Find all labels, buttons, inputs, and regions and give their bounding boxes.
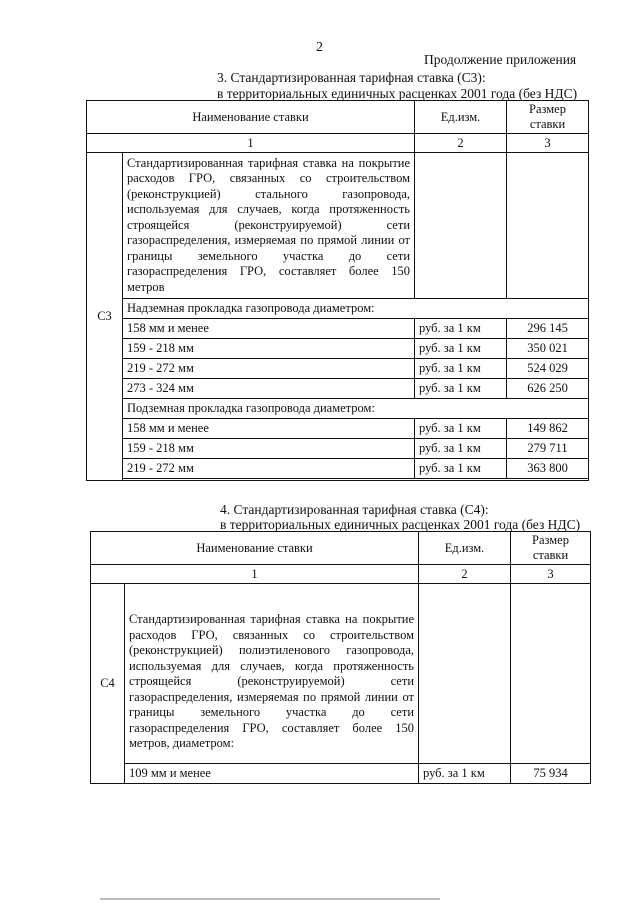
header-unit: Ед.изм. xyxy=(419,532,511,565)
col-number-1: 1 xyxy=(91,565,419,584)
header-name: Наименование ставки xyxy=(91,532,419,565)
underground-label: Подземная прокладка газопровода диаметром: xyxy=(123,399,589,419)
header-size: Размер ставки xyxy=(507,101,589,134)
rate-code: С4 xyxy=(91,584,125,784)
col-number-2: 2 xyxy=(415,134,507,153)
section3-title: 3. Стандартизированная тарифная ставка (С3): xyxy=(217,70,486,85)
above-ground-label: Надземная прокладка газопровода диаметром: xyxy=(123,299,589,319)
header-size: Размер ставки xyxy=(511,532,591,565)
col-number-3: 3 xyxy=(511,565,591,584)
table-row: 109 мм и менее руб. за 1 км 75 934 xyxy=(91,764,591,784)
rate-code: С3 xyxy=(87,153,123,481)
table-row: 158 мм и менее руб. за 1 км 149 862 xyxy=(87,419,589,439)
table-row: 158 мм и менее руб. за 1 км 296 145 xyxy=(87,319,589,339)
table-row: 219 - 272 мм руб. за 1 км 524 029 xyxy=(87,359,589,379)
section3-subtitle: в территориальных единичных расценках 2001 года (без НДС) xyxy=(217,86,578,101)
section3-table xyxy=(86,100,589,481)
table-row: 159 - 218 мм руб. за 1 км 279 711 xyxy=(87,439,589,459)
table-row: 159 - 218 мм руб. за 1 км 350 021 xyxy=(87,339,589,359)
col-number-3: 3 xyxy=(507,134,589,153)
rate-description: Стандартизированная тарифная ставка на покрытие расходов ГРО, связанных со строительством (реконструкцией) полиэтиленового газопровода, используемая для случаев, когда протяженность строящейся (реконструируемой) сети газораспределения, измеряемая по прямой линии от границы земельного участка до сети газораспределения ГРО, составляет более 150 метров, диаметром: xyxy=(125,584,419,764)
section4-title: 4. Стандартизированная тарифная ставка (С4): xyxy=(220,502,489,517)
table-row: 273 - 324 мм руб. за 1 км 626 250 xyxy=(87,379,589,399)
header-name: Наименование ставки xyxy=(87,101,415,134)
page-number: 2 xyxy=(316,40,323,55)
table-row: 219 - 272 мм руб. за 1 км 363 800 xyxy=(87,459,589,479)
rate-description: Стандартизированная тарифная ставка на покрытие расходов ГРО, связанных со строительством (реконструкцией) стального газопровода, используемая для случаев, когда протяженность строящейся (реконструируемой) сети газораспределения, измеряемая по прямой линии от границы земельного участка до сети газораспределения ГРО, составляет более 150 метров xyxy=(123,153,415,299)
continuation-label: Продолжение приложения xyxy=(424,52,577,67)
col-number-2: 2 xyxy=(419,565,511,584)
section4-subtitle: в территориальных единичных расценках 2001 года (без НДС) xyxy=(220,517,581,532)
header-unit: Ед.изм. xyxy=(415,101,507,134)
col-number-1: 1 xyxy=(87,134,415,153)
scan-artifact xyxy=(100,898,440,900)
section4-table xyxy=(90,531,591,784)
